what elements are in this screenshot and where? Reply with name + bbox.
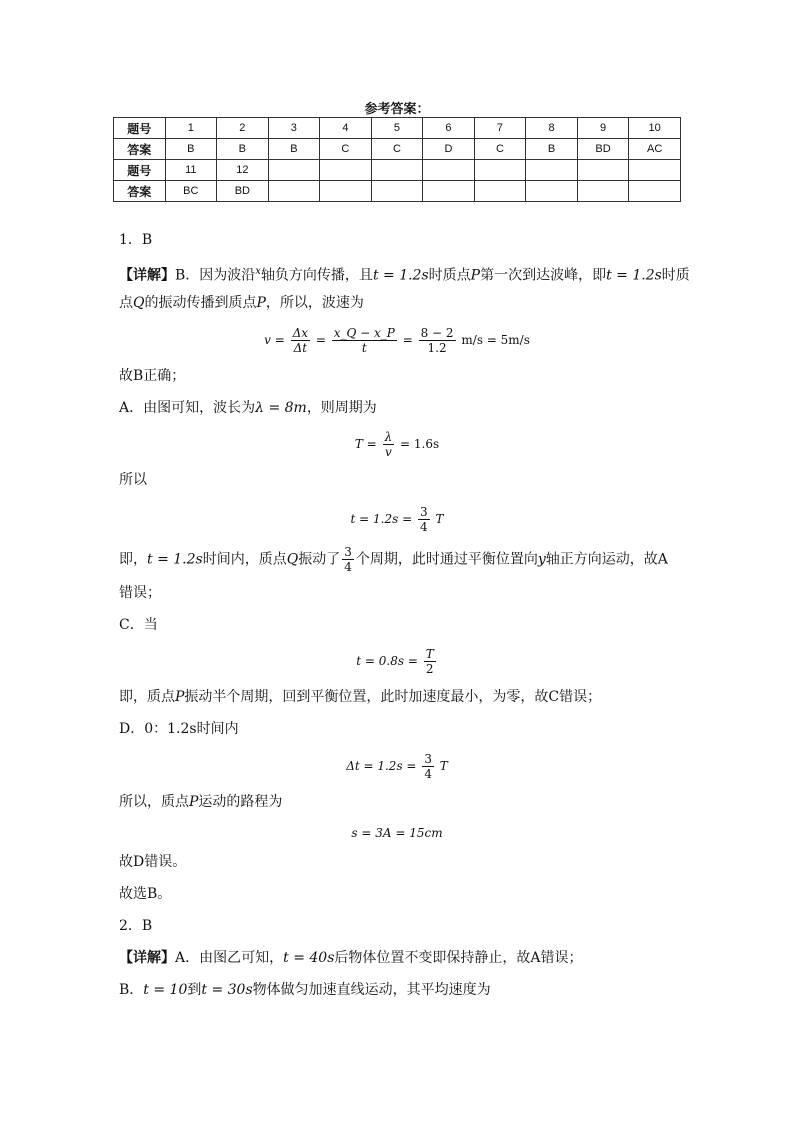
text: 3 — [344, 545, 352, 559]
table-cell — [474, 160, 526, 181]
table-cell — [526, 181, 578, 202]
text: = — [402, 333, 413, 347]
text: 即，质点 — [119, 689, 175, 705]
table-cell: 8 — [526, 118, 578, 139]
text: x — [255, 266, 261, 277]
text: Q — [133, 295, 145, 311]
text: 1.2 — [427, 341, 447, 355]
q1-equation-half-period — [0, 647, 794, 676]
text: = — [315, 333, 326, 347]
table-cell: B — [165, 139, 217, 160]
text: y — [537, 551, 546, 568]
text: B． — [119, 982, 144, 998]
text: P — [189, 794, 199, 810]
text: 时质点 — [428, 267, 471, 284]
text: 所以，质点 — [119, 794, 189, 810]
text: 第一次到达波峰，即 — [480, 267, 607, 284]
table-cell: C — [320, 139, 372, 160]
table-row-header: 题号 — [114, 118, 166, 139]
table-cell — [268, 181, 320, 202]
table-cell — [423, 181, 475, 202]
table-cell: C — [474, 139, 526, 160]
text: Δt = 1.2s = — [346, 759, 417, 773]
table-cell: 6 — [423, 118, 475, 139]
table-cell: 5 — [371, 118, 423, 139]
q1-detail-tag: 【详解】 — [119, 267, 175, 284]
table-cell — [423, 160, 475, 181]
text: P — [470, 267, 481, 284]
text: 振动半个周期，回到平衡位置，此时加速度最小，为零，故C错误； — [184, 689, 602, 705]
q1-line6 — [119, 545, 668, 574]
q2-number: 2．B — [119, 918, 153, 934]
text: 时质 — [661, 267, 690, 284]
text: B．因为波沿 — [175, 267, 256, 284]
table-cell: 12 — [217, 160, 269, 181]
text: 轴负方向传播，且 — [260, 267, 373, 284]
text: λ — [384, 430, 393, 444]
table-row-header: 题号 — [114, 160, 166, 181]
text: 物体做匀加速直线运动，其平均速度为 — [252, 982, 491, 998]
text: t — [361, 341, 367, 355]
fraction — [383, 430, 395, 459]
table-row-header: 答案 — [114, 181, 166, 202]
text: 4 — [424, 767, 432, 781]
table-cell — [474, 181, 526, 202]
answer-table — [113, 117, 681, 202]
text: Q — [286, 551, 299, 568]
text: t = 40s — [283, 950, 335, 966]
q2-line2 — [119, 980, 491, 1000]
text: t = 10 — [143, 982, 188, 998]
table-cell: AC — [629, 139, 681, 160]
table-cell: B — [526, 139, 578, 160]
text: m/s = 5m/s — [461, 333, 530, 347]
text: t = 0.8s = — [356, 654, 418, 668]
table-cell: BD — [217, 181, 269, 202]
text: λ = 8m — [255, 400, 307, 416]
table-cell: 1 — [165, 118, 217, 139]
text: T — [435, 512, 444, 526]
text: 轴正方向运动，故A — [545, 551, 668, 568]
q1-equation-path: s = 3A = 15cm — [351, 826, 443, 840]
fraction — [418, 505, 430, 534]
text: 运动的路程为 — [198, 794, 283, 810]
q1-line7: 错误； — [119, 585, 161, 601]
text: 振动了 — [298, 551, 341, 568]
q1-line9 — [119, 687, 601, 707]
table-cell: BC — [165, 181, 217, 202]
fraction — [419, 326, 456, 355]
answer-title: 参考答案： — [364, 102, 430, 117]
text: T = — [354, 437, 377, 451]
table-row — [114, 160, 681, 181]
text: 到 — [187, 982, 202, 998]
text: = 1.6s — [400, 437, 440, 451]
table-cell: 3 — [268, 118, 320, 139]
table-cell — [577, 181, 629, 202]
q1-equation-time — [0, 505, 794, 534]
text: 3 — [419, 505, 428, 519]
table-cell: 7 — [474, 118, 526, 139]
q1-equation-period — [0, 430, 794, 459]
table-cell — [320, 181, 372, 202]
table-cell: 11 — [165, 160, 217, 181]
text: 3 — [424, 752, 432, 766]
text: v — [384, 445, 392, 459]
text: P — [256, 295, 266, 311]
table-cell: 2 — [217, 118, 269, 139]
table-cell — [268, 160, 320, 181]
q1-equation-velocity — [0, 326, 794, 355]
text: t = 1.2s = — [350, 512, 413, 526]
fraction — [291, 326, 310, 355]
text: t = 1.2s — [147, 551, 203, 568]
table-cell: C — [371, 139, 423, 160]
q1-line8: C．当 — [119, 617, 158, 633]
text: A．由图可知，波长为 — [119, 400, 256, 416]
table-row — [114, 118, 681, 139]
q1-line12: 故D错误。 — [119, 854, 187, 870]
fraction — [342, 545, 354, 574]
q1-equation-delta-t — [0, 752, 794, 781]
text: ，则周期为 — [306, 400, 377, 416]
table-cell — [526, 160, 578, 181]
text: T — [425, 647, 434, 661]
text: P — [175, 689, 185, 705]
text: 4 — [344, 560, 352, 574]
q1-number: 1．B — [119, 232, 153, 248]
text: 点 — [119, 295, 133, 311]
text: x_Q − x_P — [333, 326, 395, 340]
text: 时间内，质点 — [202, 551, 287, 568]
q1-line4 — [119, 398, 377, 418]
table-row-header: 答案 — [114, 139, 166, 160]
text: 后物体位置不变即保持静止，故A错误； — [334, 950, 583, 966]
table-row — [114, 139, 681, 160]
table-cell: 9 — [577, 118, 629, 139]
text: Δt — [293, 341, 308, 355]
fraction — [424, 647, 436, 676]
table-cell — [371, 181, 423, 202]
q1-line11 — [119, 792, 282, 812]
q1-line3: 故B正确； — [119, 368, 186, 384]
text: 的振动传播到质点 — [144, 295, 257, 311]
text: Δx — [292, 326, 309, 340]
text: 8 − 2 — [420, 326, 454, 340]
q1-line13: 故选B。 — [119, 886, 172, 902]
q2-line1 — [119, 948, 583, 968]
text: 个周期，此时通过平衡位置向 — [355, 551, 538, 568]
table-cell: D — [423, 139, 475, 160]
text: 4 — [419, 520, 428, 534]
table-cell — [320, 160, 372, 181]
text: T — [439, 759, 448, 773]
table-cell: B — [217, 139, 269, 160]
q2-detail-tag: 【详解】 — [119, 950, 175, 966]
table-cell — [577, 160, 629, 181]
table-cell: 10 — [629, 118, 681, 139]
table-cell — [371, 160, 423, 181]
table-cell — [629, 181, 681, 202]
fraction — [332, 326, 397, 355]
q1-line5: 所以 — [119, 472, 147, 488]
table-cell — [629, 160, 681, 181]
text: v = — [264, 333, 285, 347]
q1-line1 — [119, 262, 690, 286]
q1-line2 — [119, 293, 364, 313]
text: 即， — [119, 551, 147, 568]
text: t = 1.2s — [372, 267, 429, 284]
fraction — [422, 752, 434, 781]
q1-line10: D．0：1.2s时间内 — [119, 721, 239, 737]
text: A．由图乙可知， — [175, 950, 284, 966]
table-row — [114, 181, 681, 202]
text: t = 1.2s — [606, 267, 662, 284]
table-cell: B — [268, 139, 320, 160]
text: ，所以，波速为 — [265, 295, 364, 311]
table-cell: 4 — [320, 118, 372, 139]
text: t = 30s — [201, 982, 253, 998]
table-cell: BD — [577, 139, 629, 160]
text: 2 — [425, 662, 434, 676]
